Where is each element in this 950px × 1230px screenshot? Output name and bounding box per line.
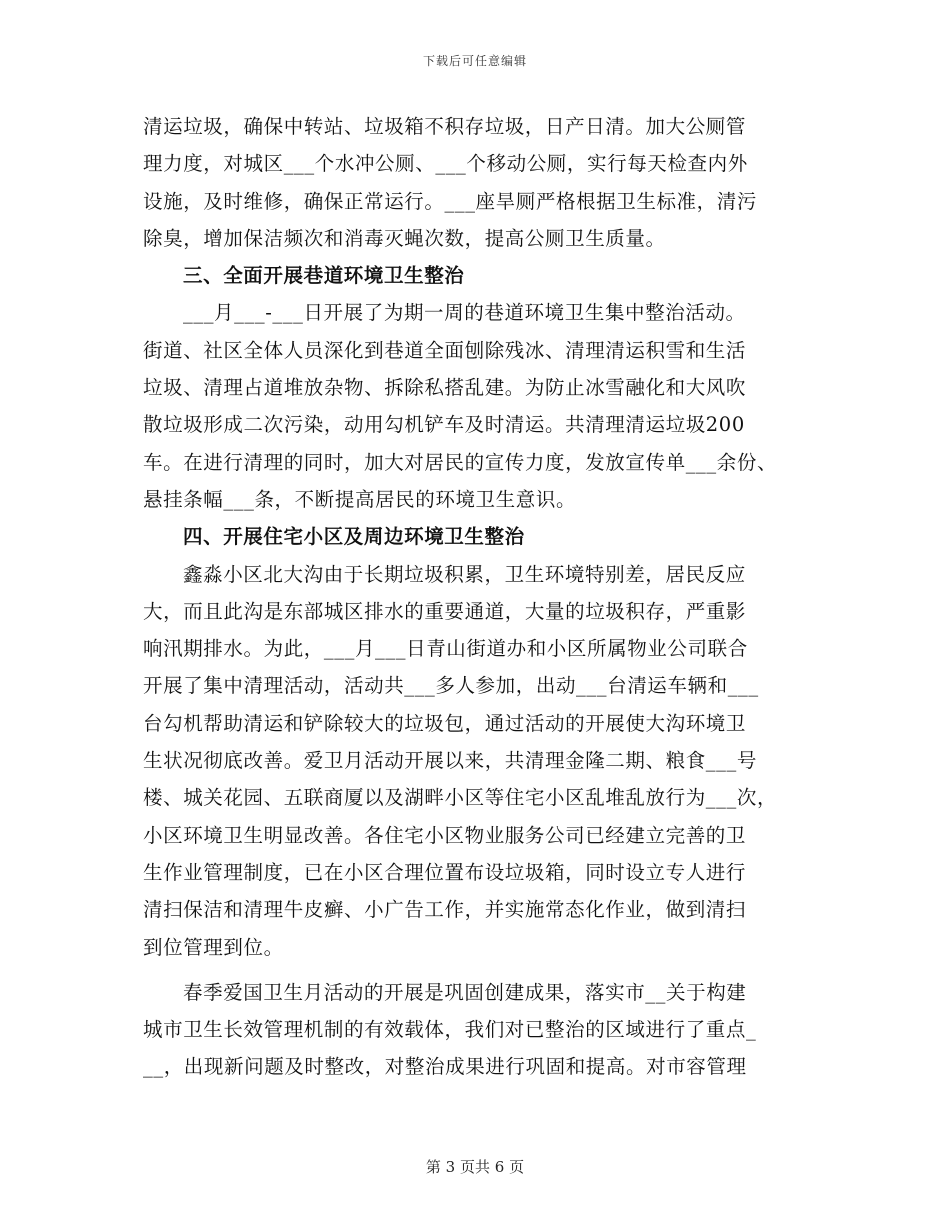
body-line: 小区环境卫生明显改善。各住宅小区物业服务公司已经建立完善的卫 <box>143 823 747 847</box>
body-line: 生状况彻底改善。爱卫月活动开展以来，共清理金隆二期、粮食___号 <box>143 749 757 773</box>
body-line: 清扫保洁和清理牛皮癣、小广告工作，并实施常态化作业，做到清扫 <box>143 898 747 922</box>
body-line: 理力度，对城区___个水冲公厕、___个移动公厕，实行每天检查内外 <box>143 152 748 176</box>
body-line: 散垃圾形成二次污染，动用勾机铲车及时清运。共清理清运垃圾200 <box>143 413 745 437</box>
section-heading-4: 四、开展住宅小区及周边环境卫生整治 <box>183 525 525 549</box>
body-line: 除臭，增加保洁频次和消毒灭蝇次数，提高公厕卫生质量。 <box>143 226 666 250</box>
body-line: 车。在进行清理的同时，加大对居民的宣传力度，发放宣传单___余份、 <box>143 450 778 474</box>
paragraph-start: ___月___-___日开展了为期一周的巷道环境卫生集中整治活动。 <box>183 301 746 325</box>
body-line: 街道、社区全体人员深化到巷道全面刨除残冰、清理清运积雪和生活 <box>143 338 747 362</box>
section-heading-3: 三、全面开展巷道环境卫生整治 <box>183 264 465 288</box>
body-line: 生作业管理制度，已在小区合理位置布设垃圾箱，同时设立专人进行 <box>143 860 747 884</box>
body-line: 悬挂条幅___条，不断提高居民的环境卫生意识。 <box>143 487 577 511</box>
document-body <box>143 108 815 1086</box>
paragraph-start: 鑫淼小区北大沟由于长期垃圾积累，卫生环境特别差，居民反应 <box>183 562 746 586</box>
body-line: 响汛期排水。为此，___月___日青山街道办和小区所属物业公司联合 <box>143 637 748 661</box>
body-line: 清运垃圾，确保中转站、垃圾箱不积存垃圾，日产日清。加大公厕管 <box>143 115 747 138</box>
body-line: 大，而且此沟是东部城区排水的重要通道，大量的垃圾积存，严重影 <box>143 599 747 623</box>
body-line: 台勾机帮助清运和铲除较大的垃圾包，通过活动的开展使大沟环境卫 <box>143 711 747 735</box>
body-line: __，出现新问题及时整改，对整治成果进行巩固和提高。对市容管理 <box>143 1055 747 1079</box>
page-number-footer: 第 3 页共 6 页 <box>425 1158 525 1176</box>
body-line: 垃圾、清理占道堆放杂物、拆除私搭乱建。为防止冰雪融化和大风吹 <box>143 376 747 400</box>
body-line: 到位管理到位。 <box>143 935 284 959</box>
body-line: 楼、城关花园、五联商厦以及湖畔小区等住宅小区乱堆乱放行为___次， <box>143 786 778 810</box>
paragraph-gap <box>143 966 815 974</box>
paragraph-start: 春季爱国卫生月活动的开展是巩固创建成果，落实市__关于构建 <box>183 980 747 1004</box>
body-line: 设施，及时维修，确保正常运行。___座旱厕严格根据卫生标准，清污 <box>143 189 757 213</box>
page-header: 下载后可任意编辑 <box>422 54 527 68</box>
body-line: 开展了集中清理活动，活动共___多人参加，出动___台清运车辆和___ <box>143 674 759 698</box>
body-line: 城市卫生长效管理机制的有效载体，我们对已整治的区域进行了重点_ <box>143 1018 757 1042</box>
